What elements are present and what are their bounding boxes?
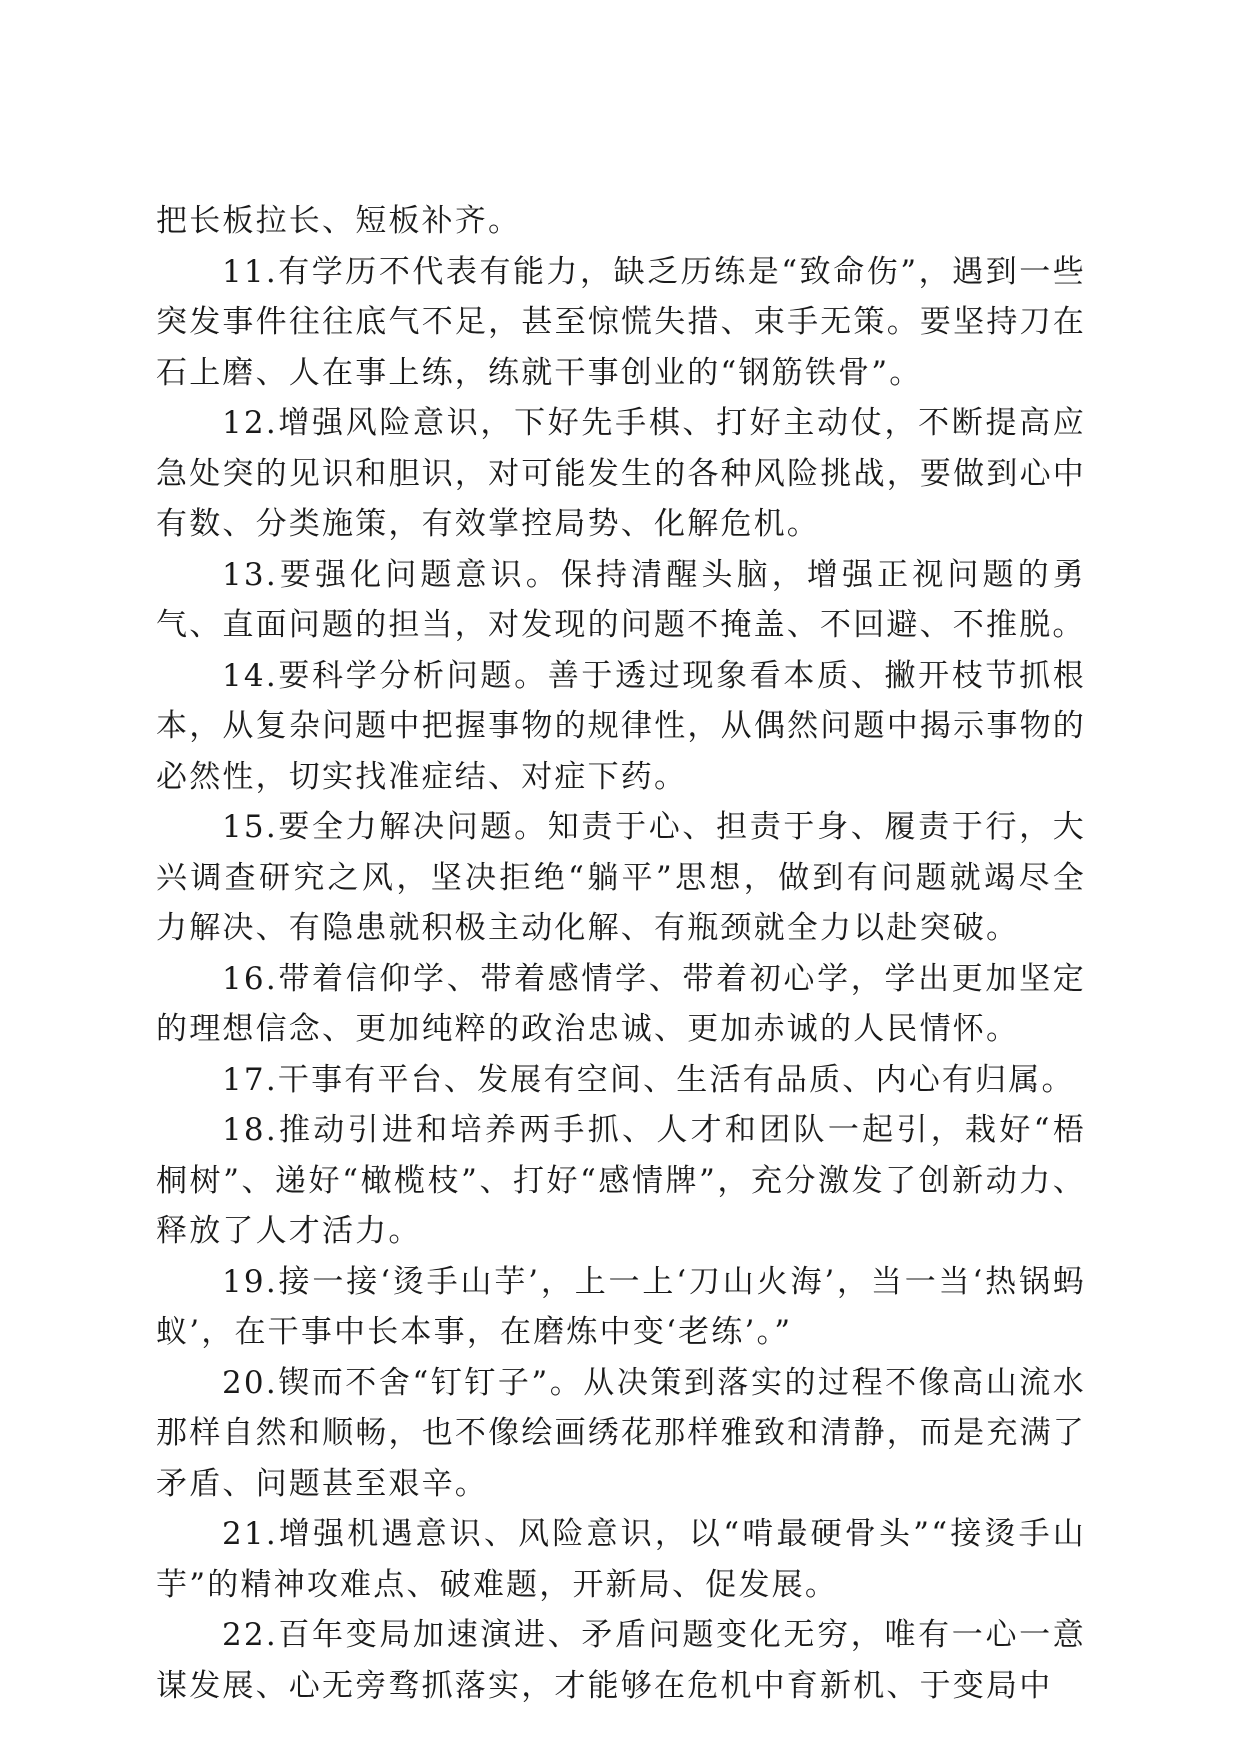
- paragraph-13: 13.要强化问题意识。保持清醒头脑，增强正视问题的勇气、直面问题的担当，对发现的问题不掩盖、不回避、不推脱。: [156, 556, 1086, 643]
- document-body: [156, 196, 1086, 1711]
- paragraph-17: 17.干事有平台、发展有空间、生活有品质、内心有归属。: [222, 1061, 1075, 1098]
- paragraph-20: 20.锲而不舍“钉钉子”。从决策到落实的过程不像高山流水那样自然和顺畅，也不像绘画绣花那样雅致和清静，而是充满了矛盾、问题甚至艰辛。: [156, 1364, 1086, 1502]
- paragraph-22: 22.百年变局加速演进、矛盾问题变化无穷，唯有一心一意谋发展、心无旁骛抓落实，才能够在危机中育新机、于变局中: [156, 1617, 1086, 1704]
- paragraph-15: 15.要全力解决问题。知责于心、担责于身、履责于行，大兴调查研究之风，坚决拒绝“躺平”思想，做到有问题就竭尽全力解决、有隐患就积极主动化解、有瓶颈就全力以赴突破。: [156, 809, 1086, 946]
- paragraph-continuation: 把长板拉长、短板补齐。: [156, 203, 522, 239]
- paragraph-11: 11.有学历不代表有能力，缺乏历练是“致命伤”，遇到一些突发事件往往底气不足，甚至惊慌失措、束手无策。要坚持刀在石上磨、人在事上练，练就干事创业的“钢筋铁骨”。: [156, 253, 1086, 391]
- paragraph-16: 16.带着信仰学、带着感情学、带着初心学，学出更加坚定的理想信念、更加纯粹的政治忠诚、更加赤诚的人民情怀。: [156, 960, 1086, 1047]
- paragraph-21: 21.增强机遇意识、风险意识，以“啃最硬骨头”“接烫手山芋”的精神攻难点、破难题，开新局、促发展。: [156, 1516, 1086, 1603]
- paragraph-12: 12.增强风险意识，下好先手棋、打好主动仗，不断提高应急处突的见识和胆识，对可能发生的各种风险挑战，要做到心中有数、分类施策，有效掌控局势、化解危机。: [156, 405, 1086, 542]
- paragraph-14: 14.要科学分析问题。善于透过现象看本质、撇开枝节抓根本，从复杂问题中把握事物的规律性，从偶然问题中揭示事物的必然性，切实找准症结、对症下药。: [156, 657, 1086, 795]
- paragraph-19: 19.接一接‘烫手山芋’，上一上‘刀山火海’，当一当‘热锅蚂蚁’，在干事中长本事，在磨炼中变‘老练’。”: [156, 1263, 1086, 1350]
- paragraph-18: 18.推动引进和培养两手抓、人才和团队一起引，栽好“梧桐树”、递好“橄榄枝”、打好“感情牌”，充分激发了创新动力、释放了人才活力。: [156, 1112, 1086, 1249]
